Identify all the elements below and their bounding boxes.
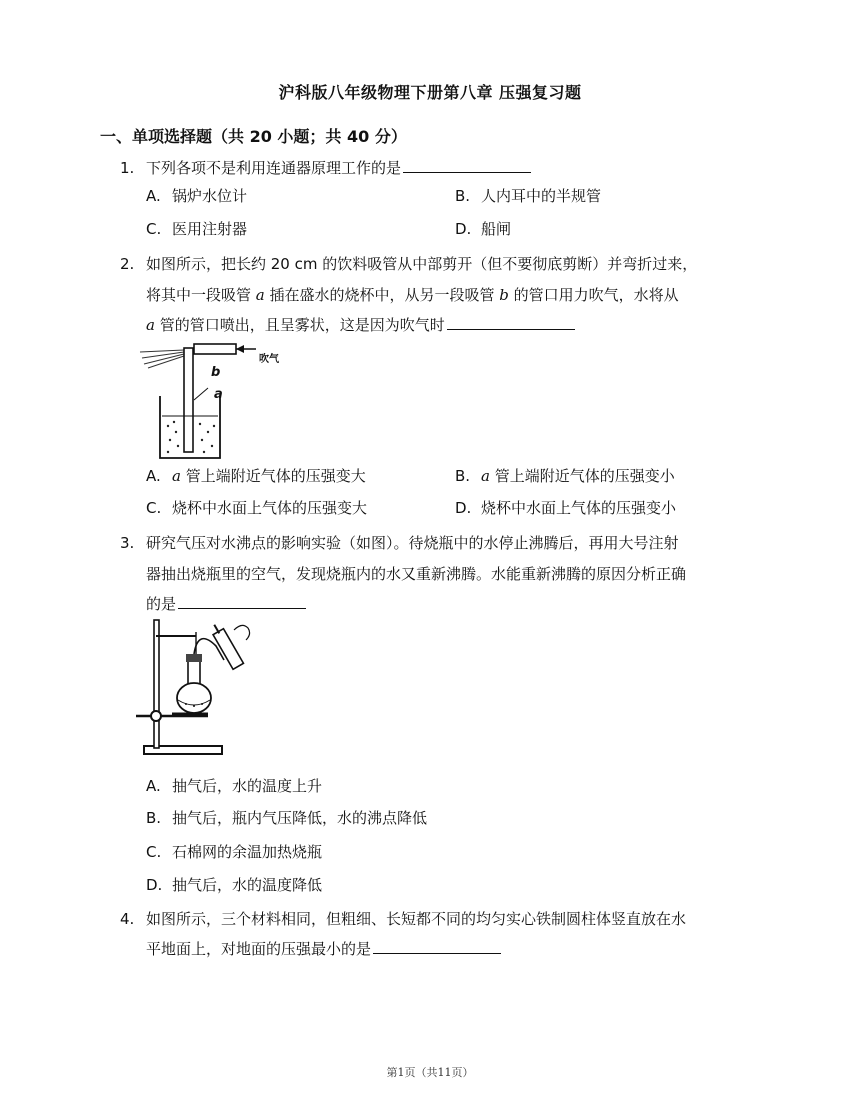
q2-option-d (455, 494, 676, 522)
text-span: 的是 (146, 595, 177, 613)
page-footer: 第1页（共11页） (386, 1066, 474, 1079)
option-label: B. (455, 187, 471, 205)
straw-a (184, 348, 193, 452)
option-text: 人内耳中的半规管 (481, 187, 602, 205)
answer-blank (403, 158, 531, 173)
option-text: 船闸 (481, 220, 512, 238)
question-4 (120, 903, 686, 935)
q2-option-a (146, 462, 366, 490)
q2-option-c (146, 494, 367, 522)
q1-option-b (455, 182, 601, 210)
stopper (186, 654, 202, 662)
flask-syringe-figure (134, 618, 256, 768)
option-label: A. (146, 777, 161, 795)
option-label: D. (455, 220, 472, 238)
q3-option-a (146, 772, 322, 800)
question-number: 1. (120, 159, 135, 177)
option-text: 烧杯中水面上气体的压强变小 (481, 499, 677, 517)
answer-blank (373, 939, 501, 954)
option-text: 抽气后，水的温度上升 (172, 777, 323, 795)
variable-a: a (481, 467, 490, 485)
option-label: C. (146, 843, 162, 861)
answer-blank (178, 594, 306, 609)
hand (234, 625, 250, 640)
section-heading: 一、单项选择题（共 20 小题；共 40 分） (100, 127, 407, 146)
option-label: C. (146, 220, 162, 238)
question-text: 下列各项不是利用连通器原理工作的是 (146, 159, 402, 177)
option-text: 石棉网的余温加热烧瓶 (172, 843, 323, 861)
option-text: 抽气后，瓶内气压降低，水的沸点降低 (172, 809, 428, 827)
q1-option-c (146, 215, 247, 243)
blow-label: 吹气 (259, 354, 279, 365)
flask-bulb (177, 683, 211, 713)
spray-lines (140, 350, 184, 368)
option-label: A. (146, 467, 161, 485)
page-title: 沪科版八年级物理下册第八章 压强复习题 (278, 83, 582, 102)
text-span: 平地面上，对地面的压强最小的是 (146, 940, 372, 958)
question-text: 如图所示，把长约 20 cm 的饮料吸管从中部剪开（但不要彻底剪断）并弯折过来， (146, 255, 698, 273)
straw-b (194, 344, 236, 354)
stand-pole (154, 620, 159, 748)
question-text: 如图所示，三个材料相同，但粗细、长短都不同的均匀实心铁制圆柱体竖直放在水 (146, 910, 687, 928)
q2-option-b (455, 462, 675, 490)
text-span: 将其中一段吸管 (146, 286, 256, 304)
syringe (209, 622, 243, 670)
question-2-line-3 (146, 309, 575, 341)
variable-a: a (146, 316, 155, 334)
option-label: D. (146, 876, 163, 894)
question-1 (120, 152, 531, 184)
option-label: C. (146, 499, 162, 517)
question-2-line-2 (146, 279, 679, 311)
option-text: 管上端附近气体的压强变小 (489, 467, 675, 485)
option-text: 医用注射器 (172, 220, 248, 238)
q3-option-d (146, 871, 322, 899)
option-text: 抽气后，水的温度降低 (172, 876, 323, 894)
option-label: B. (455, 467, 471, 485)
question-4-line-2 (146, 933, 501, 965)
question-number: 3. (120, 534, 135, 552)
option-text: 锅炉水位计 (172, 187, 248, 205)
text-span: 插在盛水的烧杯中，从另一段吸管 (264, 286, 500, 304)
answer-blank (447, 315, 575, 330)
option-text: 管上端附近气体的压强变大 (180, 467, 366, 485)
q3-option-b (146, 804, 427, 832)
label-b: b (211, 365, 221, 380)
label-a: a (214, 387, 223, 402)
variable-a: a (172, 467, 181, 485)
option-label: B. (146, 809, 162, 827)
variable-b: b (499, 286, 509, 304)
option-text: 烧杯中水面上气体的压强变大 (172, 499, 368, 517)
question-2 (120, 248, 697, 280)
question-number: 2. (120, 255, 135, 273)
q1-option-d (455, 215, 511, 243)
q1-option-a (146, 182, 247, 210)
question-3-line-2: 器抽出烧瓶里的空气，发现烧瓶内的水又重新沸腾。水能重新沸腾的原因分析正确 (146, 565, 687, 583)
option-label: D. (455, 499, 472, 517)
question-3-line-3 (146, 588, 306, 620)
question-text: 研究气压对水沸点的影响实验（如图）。待烧瓶中的水停止沸腾后，再用大号注射 (146, 534, 679, 552)
question-3 (120, 527, 679, 559)
straw-beaker-figure (138, 338, 296, 462)
variable-a: a (255, 286, 265, 304)
q3-option-c (146, 838, 322, 866)
text-span: 管的管口喷出，且呈雾状，这是因为吹气时 (154, 316, 445, 334)
option-label: A. (146, 187, 161, 205)
question-number: 4. (120, 910, 135, 928)
text-span: 的管口用力吹气，水将从 (508, 286, 679, 304)
